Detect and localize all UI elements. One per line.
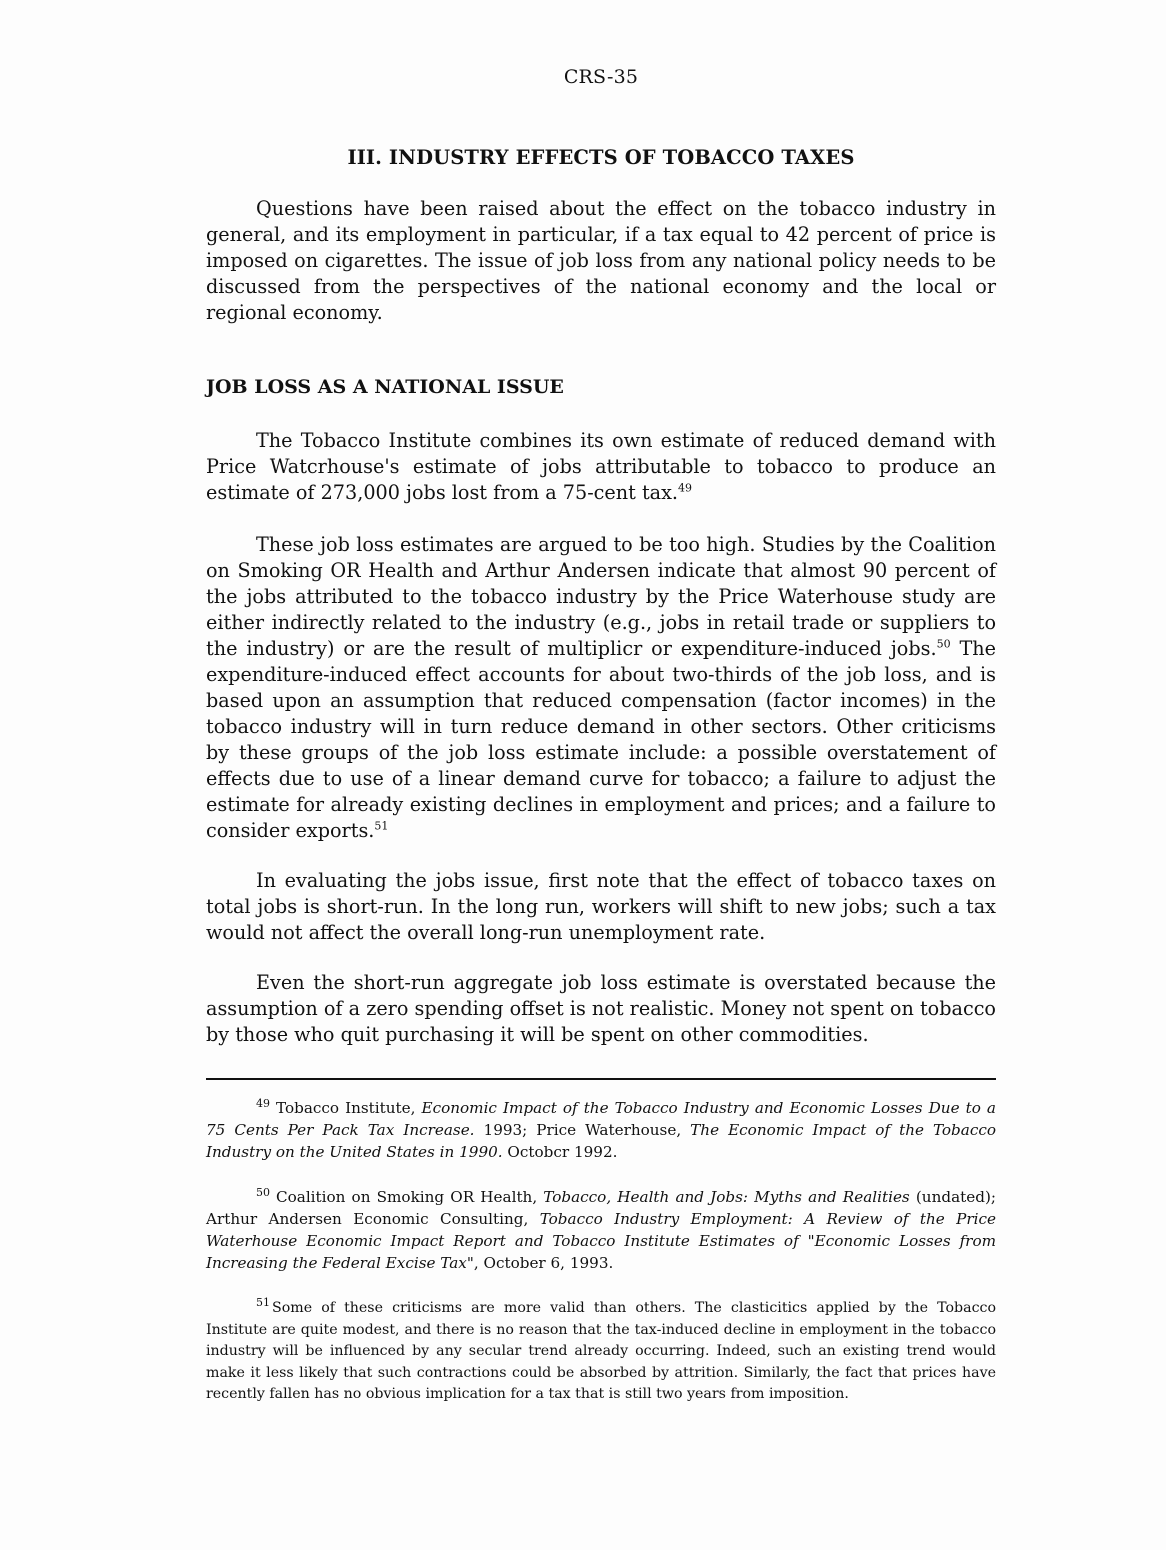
footnote-ref-51[interactable]: 51 <box>374 819 389 833</box>
footnote-51 <box>206 1298 996 1406</box>
footnote-citation-title: Tobacco, Health and Jobs: Myths and Realities <box>543 1188 910 1206</box>
footnote-text: , October 6, 1993. <box>473 1254 614 1272</box>
page-number: CRS-35 <box>563 66 639 88</box>
footnote-citation-title: Tobacco Industry Employment: A Review of the Price Waterhouse Economic Impact Report and Tobacco Institute Estimates of "Economic Losses from Increasing the Federal Excise Tax" <box>206 1210 996 1272</box>
footnote-number: 51 <box>256 1296 270 1310</box>
footnote-citation-title: The Economic Impact of the Tobacco Industry on the United States in 1990. <box>206 1121 996 1161</box>
footnote-ref-50[interactable]: 50 <box>936 637 951 651</box>
paragraph-text: These job loss estimates are argued to be too high. Studies by the Coalition on Smoking OR Health and Arthur Andersen indicate that almost 90 percent of the jobs attributed to the tobacco industry by the Price Waterhouse study are either indirectly related to the industry (e.g., jobs in retail trade or suppliers to the industry) or are the result of multiplicr or expenditure-induced jobs. <box>206 533 996 660</box>
footnote-49 <box>206 1097 996 1163</box>
subheading-job-loss: JOB LOSS AS A NATIONAL ISSUE <box>206 376 564 398</box>
section-title: III. INDUSTRY EFFECTS OF TOBACCO TAXES <box>347 146 855 169</box>
footnote-number: 49 <box>256 1096 270 1110</box>
footnote-citation-title: Economic Impact of the Tobacco Industry and Economic Losses Due to a 75 Cents Per Pack Tax Increase. <box>206 1099 996 1139</box>
footnote-divider <box>206 1078 996 1080</box>
footnote-number: 50 <box>256 1185 270 1199</box>
footnote-text: 1993; Price Waterhouse, <box>474 1121 691 1139</box>
paragraph-tobacco-institute <box>206 428 996 506</box>
footnote-50 <box>206 1186 996 1274</box>
footnote-text: Tobacco Institute, <box>276 1099 422 1117</box>
paragraph-evaluating-jobs: In evaluating the jobs issue, first note that the effect of tobacco taxes on total jobs is short-run. In the long run, workers will shift to new jobs; such a tax would not affect the overall long-run unemployment rate. <box>206 869 996 944</box>
footnote-text: Some of these criticisms are more valid than others. The clasticitics applied by the Tobacco Institute are quite modest, and there is no reason that the tax-induced decline in employment in the tobacco industry will be influenced by any secular trend already occurring. Indeed, such an existing trend would make it less likely that such contractions could be absorbed by attrition. Similarly, the fact that prices have recently fallen has no obvious implication for a tax that is still two years from imposition. <box>206 1300 996 1402</box>
paragraph-short-run: Even the short-run aggregate job loss estimate is overstated because the assumption of a zero spending offset is not realistic. Money not spent on tobacco by those who quit purchasing it will be spent on other commodities. <box>206 971 996 1046</box>
footnote-text: (undated); Arthur Andersen Economic Consulting, <box>206 1188 996 1228</box>
footnote-text: Octobcr 1992. <box>502 1143 618 1161</box>
paragraph-text: The expenditure-induced effect accounts for about two-thirds of the job loss, and is based upon an assumption that reduced compensation (factor incomes) in the tobacco industry will in turn reduce demand in other sectors. Other criticisms by these groups of the job loss estimate include: a possible overstatement of effects due to use of a linear demand curve for tobacco; a failure to adjust the estimate for already existing declines in employment and prices; and a failure to consider exports. <box>206 637 996 842</box>
paragraph-text: The Tobacco Institute combines its own estimate of reduced demand with Price Watcrhouse's estimate of jobs attributable to tobacco to produce an estimate of 273,000 jobs lost from a 75-cent tax. <box>206 429 996 504</box>
footnote-ref-49[interactable]: 49 <box>678 481 693 495</box>
footnote-text: Coalition on Smoking OR Health, <box>276 1188 544 1206</box>
intro-paragraph: Questions have been raised about the effect on the tobacco industry in general, and its employment in particular, if a tax equal to 42 percent of price is imposed on cigarettes. The issue of job loss from any national policy needs to be discussed from the perspectives of the national economy and the local or regional economy. <box>206 197 996 324</box>
paragraph-estimates-too-high <box>206 532 996 844</box>
